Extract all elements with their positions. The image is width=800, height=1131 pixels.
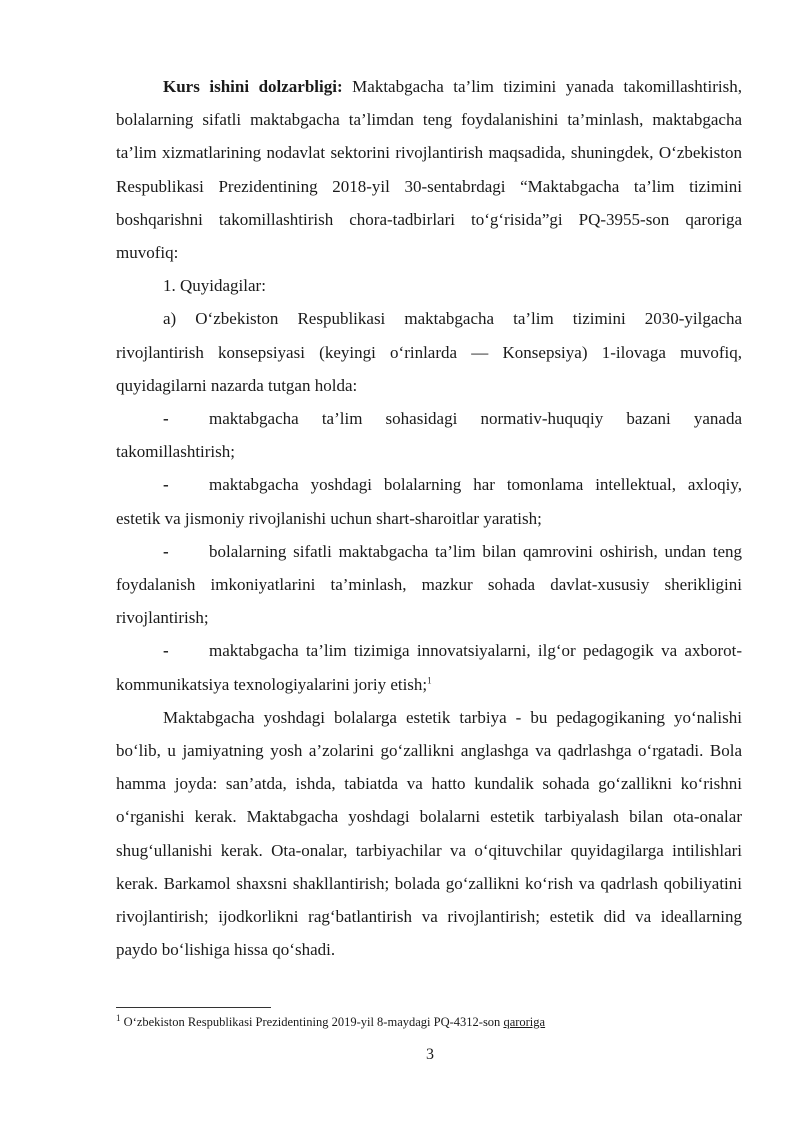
bullet-item bbox=[116, 634, 742, 700]
bullet-text: bolalarning sifatli maktabgacha ta’lim bilan qamrovini oshirish, undan teng foydalanish imkoniyatlarini ta’minlash, mazkur sohada davlat-xususiy sherikligini rivojlantirish; bbox=[116, 541, 742, 628]
intro-heading: Kurs ishini dolzarbligi: bbox=[163, 77, 343, 96]
intro-text: Maktabgacha ta’lim tizimini yanada takomillashtirish, bolalarning sifatli maktabgacha ta’limdan teng foydalanishini ta’minlash, maktabgacha ta’lim xizmatlarining nodavlat sektorini rivojlantirish maqsadida, shuningdek, O‘zbekiston Respublikasi Prezidentining 2018-yil 30-sentabrdagi “Maktabgacha ta’lim tizimini boshqarishni takomillashtirish chora-tadbirlari to‘g‘risida”gi PQ-3955-son qaroriga muvofiq: bbox=[116, 77, 742, 263]
footnote-separator bbox=[116, 1007, 271, 1008]
bullet-item bbox=[116, 535, 742, 635]
bullet-item bbox=[116, 402, 742, 468]
dash-marker: - bbox=[163, 541, 169, 561]
list-item-a: a) O‘zbekiston Respublikasi maktabgacha ta’lim tizimini 2030-yilgacha rivojlantirish konsepsiyasi (keyingi o‘rinlarda — Konsepsiya) 1-ilovaga muvofiq, quyidagilarni nazarda tutgan holda: bbox=[116, 309, 742, 395]
footnote-link[interactable]: qaroriga bbox=[503, 1015, 546, 1029]
intro-paragraph bbox=[116, 70, 742, 269]
footnote-text: O‘zbekiston Respublikasi Prezidentining 2019-yil 8-maydagi PQ-4312-son bbox=[120, 1015, 504, 1029]
dash-marker: - bbox=[163, 641, 169, 661]
bullet-item bbox=[116, 468, 742, 534]
list-item-1: 1. Quyidagilar: bbox=[163, 276, 266, 296]
document-body bbox=[116, 70, 742, 966]
bullet-text: maktabgacha ta’lim tizimiga innovatsiyalarni, ilg‘or pedagogik va axborot-kommunikatsiya texnologiyalarini joriy etish; bbox=[116, 641, 742, 694]
dash-marker: - bbox=[163, 409, 169, 429]
footnote-reference[interactable]: 1 bbox=[427, 675, 432, 685]
footnote-mark: 1 bbox=[116, 1012, 121, 1023]
footnote bbox=[116, 1014, 742, 1030]
dash-marker: - bbox=[163, 475, 169, 495]
page-number: 3 bbox=[426, 1046, 434, 1063]
bullet-text: maktabgacha ta’lim sohasidagi normativ-huquqiy bazani yanada takomillashtirish; bbox=[116, 409, 742, 462]
bullet-text: maktabgacha yoshdagi bolalarning har tomonlama intellektual, axloqiy, estetik va jismoniy rivojlanishi uchun shart-sharoitlar yaratish; bbox=[116, 475, 742, 528]
body-paragraph: Maktabgacha yoshdagi bolalarga estetik tarbiya - bu pedagogikaning yo‘nalishi bo‘lib, u jamiyatning yosh a’zolarini go‘zallikni anglashga va qadrlashga o‘rgatadi. Bola hamma joyda: san’atda, ishda, tabiatda va hatto kundalik sohada go‘zallikni ko‘rishni o‘rganishi kerak. Maktabgacha yoshdagi bolalarni estetik tarbiyalash bilan ota-onalar shug‘ullanishi kerak. Ota-onalar, tarbiyachilar va o‘qituvchilar quyidagilarga intilishlari kerak. Barkamol shaxsni shakllantirish; bolada go‘zallikni ko‘rish va qadrlash qobiliyatini rivojlantirish; ijodkorlikni rag‘batlantirish va rivojlantirish; estetik did va ideallarning paydo bo‘lishiga hissa qo‘shadi. bbox=[116, 707, 742, 960]
